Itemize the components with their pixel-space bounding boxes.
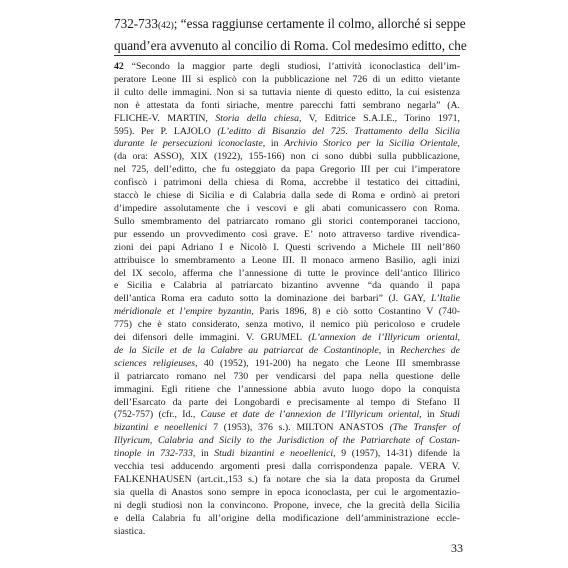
footnote-line: (da ora: ASSO), XIX (1922), 155-166) non ci sono dubbi sulla pubblicazione, xyxy=(114,151,460,163)
footnote-line: 42 “Secondo la maggior parte degli studiosi, l’attività iconoclastica dell’im- xyxy=(114,61,460,72)
footnote-42 xyxy=(114,61,460,539)
footnote-line: 595). Per P. LAJOLO (L’editto di Bisanzio del 725. Trattamento della Sicilia xyxy=(114,125,460,137)
footnote-line: immagini. Egli ritiene che l’annessione abbia avuto luogo dopo la conquista xyxy=(114,383,460,395)
footnote-line: zioni dei papi Adriano I e Nicolò I. Questi scrivendo a Michele III nell’860 xyxy=(114,241,460,253)
footnote-line: d’impedire assolutamente che i vescovi e gli abati comunicassero con Roma. xyxy=(114,202,460,214)
footnote-line: il culto delle immagini. Non si sa tuttavia niente di questo editto, la cui esistenza xyxy=(114,86,460,98)
footnote-line: staccò le chiese di Sicilia e di Calabria dalla sede di Roma e ordinò ai pretori xyxy=(114,190,460,202)
footnote-line: e Sicilia e Calabria al patriarcato bizantino avvenne “da quando il papa xyxy=(114,280,460,292)
footnote-line: nel 725, dell’editto, che fu osteggiato da papa Gregorio III per cui l’imperatore xyxy=(114,164,460,176)
footnote-line: (752-757) (cfr., Id., Cause et date de l’annexion de l’Illyricum oriental, in Studi xyxy=(114,409,460,421)
footnote-line: il patriarcato romano nel 730 per vendicarsi del papa nella questione delle xyxy=(114,370,460,382)
footnote-line: non è attestata da fonti siriache, mentre parecchi fatti sembrano negarla” (A. xyxy=(114,99,460,111)
footnote-line: dei difensori delle immagini. V. GRUMEL (L’annexion de l’Illyricum oriental, xyxy=(114,332,460,344)
footnote-line: ni degli studiosi non la convincono. Propone, invece, che la grecità della Sicilia xyxy=(114,499,460,511)
footnote-line: FLICHE-V. MARTIN, Storia della chiesa, V, Editrice S.A.I.E., Torino 1971, xyxy=(114,112,461,124)
body-line: quand’era avvenuto al concilio di Roma. Col medesimo editto, che xyxy=(114,38,467,53)
footnote-line: Sullo smembramento del patriarcato romano gli storici contemporanei tacciono, xyxy=(114,215,460,227)
footnote-line: 775) che è stato considerato, senza motivo, il nemico più pericoloso e crudele xyxy=(114,319,460,331)
footnote-line: e della Calabria fu all’origine della modificazione dell’amministrazione eccle- xyxy=(114,512,460,524)
footnote-number: 42 xyxy=(114,61,124,72)
body-text xyxy=(114,14,467,56)
footnote-reference: (42) xyxy=(157,21,174,31)
footnote-line: dell’Esarcato da parte dei Longobardi e precisamente al tempo di Stefano II xyxy=(114,396,460,408)
footnote-line: bizantini e neoellenici 7 (1953), 376 s.). MILTON ANASTOS (The Transfer of xyxy=(114,422,460,434)
footnote-line: dell’antica Roma era caduto sotto la dominazione dei barbari” (J. GAY, L’Italie xyxy=(114,293,460,305)
footnote-line: siastica. xyxy=(114,525,146,537)
footnote-line: vecchia tesi adducendo argomenti presi dalla corrispondenza papale. VERA V. xyxy=(114,461,460,473)
footnote-line: FALKENHAUSEN (art.cit.,153 s.) fa notare che sia la data proposta da Grumel xyxy=(114,474,460,485)
footnote-line: tinople in 732-733, in Studi bizantini e neoellenici, 9 (1957), 14-31) difende la xyxy=(114,448,460,460)
footnote-line: méridionale et l’empire byzantin, Paris 1896, 8) e ciò sotto Costantino V (740- xyxy=(114,306,461,318)
page-number: 33 xyxy=(451,541,463,555)
footnote-line: sciences religieuses, 40 (1952), 191-200) ha negato che Leone III smembrasse xyxy=(114,357,460,369)
footnote-line: durante le persecuzioni iconoclaste, in Archivio Storico per la Sicilia Orientale, xyxy=(114,138,460,150)
footnote-line: attribuisce lo smembramento a Leone III. Il monaco armeno Basilio, agli inizi xyxy=(114,254,460,266)
body-line: 732-733(42); “essa raggiunse certamente il colmo, allorché si seppe xyxy=(114,16,466,31)
footnote-line: confiscò i patrimoni della chiesa di Roma, accrebbe il testatico dei cittadini, xyxy=(114,177,460,189)
footnote-line: Illyricum, Calabria and Sicily to the Jurisdiction of the Patriarchate of Costan- xyxy=(114,435,460,447)
footnote-line: peratore Leone III si esplicò con la pubblicazione nel 726 di un editto vietante xyxy=(114,73,460,85)
footnote-line: pur essendo un provvedimento così grave. E’ noto attraverso tardive rivendica- xyxy=(114,228,460,240)
footnote-separator xyxy=(114,55,460,56)
footnote-line: del IX secolo, afferma che l’annessione di tutte le province dell’antico Illirico xyxy=(114,267,460,279)
footnote-line: de la Sicile et de la Calabre au patriarcat de Costantinople, in Recherches de xyxy=(114,344,460,356)
footnote-line: sia quella di Anastos sono sempre in epoca iconoclasta, per cui le argomentazio- xyxy=(114,486,460,498)
